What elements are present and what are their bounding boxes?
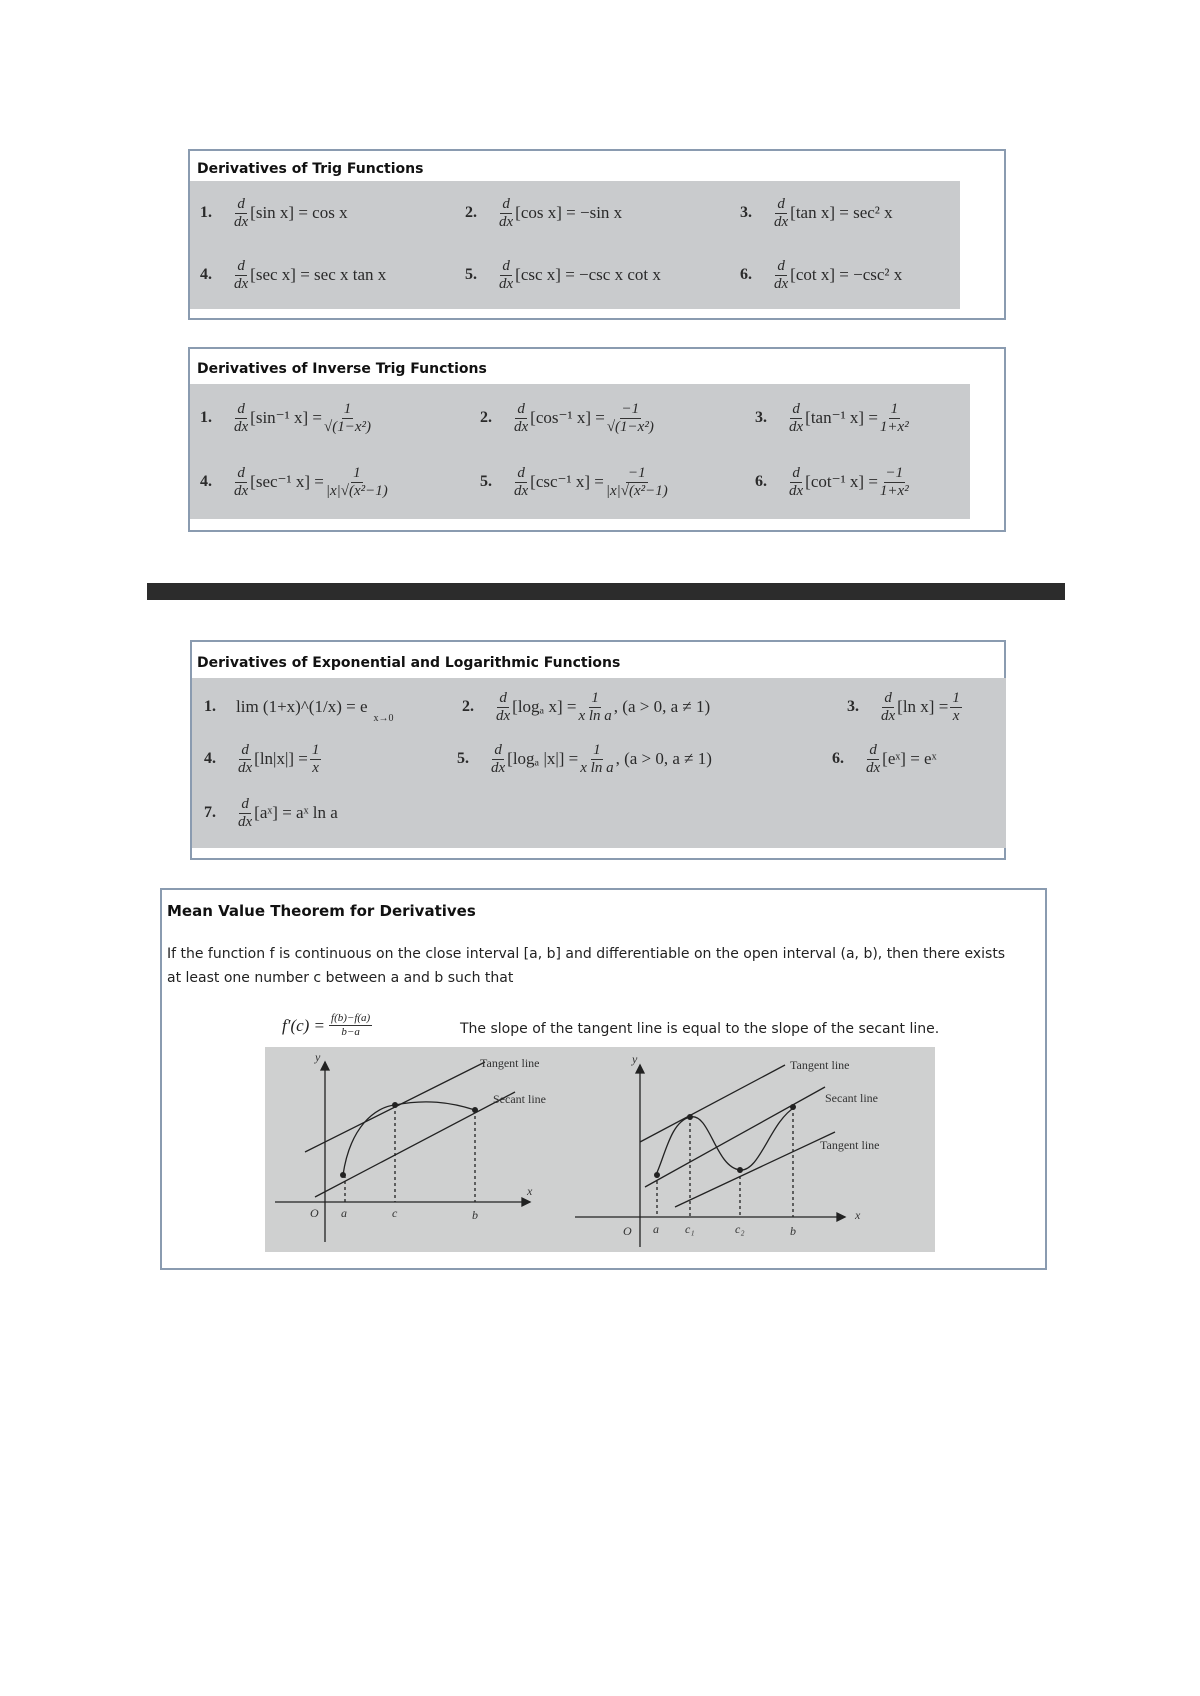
g2-a: a bbox=[653, 1222, 659, 1236]
inverse-item-3: 3. $\frac{d}{dx}$ [tan⁻¹ x] = $\frac{1}{\text{1+x²}}$ bbox=[755, 400, 909, 435]
explog-item-1: 1. lim (1+x)^(1/x) = e x→0 bbox=[204, 697, 394, 724]
g2-x: x bbox=[855, 1208, 861, 1222]
g2-o: O bbox=[623, 1224, 632, 1238]
g2-tangent-label-1: Tangent line bbox=[790, 1058, 850, 1072]
inverse-title: Derivatives of Inverse Trig Functions bbox=[197, 361, 487, 377]
g2-c2: c₂ bbox=[735, 1222, 745, 1236]
inverse-item-4: 4. $\frac{d}{dx}$ [sec⁻¹ x] = $\frac{1}{\text{|x|√(x²−1)}}$ bbox=[200, 464, 388, 499]
trig-panel bbox=[190, 181, 960, 309]
mvt-graphs bbox=[265, 1047, 935, 1252]
g2-b: b bbox=[790, 1224, 796, 1238]
trig-item-3: 3. $\frac{d}{dx}$ [tan x] = sec² x bbox=[740, 195, 893, 230]
trig-item-4: 4. $\frac{d}{dx}$ [sec x] = sec x tan x bbox=[200, 257, 387, 292]
g2-secant-label: Secant line bbox=[825, 1091, 878, 1105]
explog-item-4: 4. $\frac{d}{dx}$ [ln|x|] = $\frac{1}{x}$ bbox=[204, 741, 320, 776]
mvt-slope-text: The slope of the tangent line is equal to the slope of the secant line. bbox=[460, 1021, 940, 1037]
trig-item-6: 6. $\frac{d}{dx}$ [cot x] = −csc² x bbox=[740, 257, 903, 292]
g1-y: y bbox=[315, 1050, 321, 1064]
g2-y: y bbox=[632, 1052, 638, 1066]
g1-c: c bbox=[392, 1206, 398, 1220]
g1-a: a bbox=[341, 1206, 347, 1220]
inverse-panel bbox=[190, 384, 970, 519]
g1-secant-label: Secant line bbox=[493, 1092, 546, 1106]
mvt-text-1: If the function f is continuous on the close interval [a, b] and differentiable on the open interval (a, b), then there exists bbox=[167, 946, 1006, 962]
explog-item-6: 6. $\frac{d}{dx}$ [eˣ] = eˣ bbox=[832, 741, 937, 776]
explog-title: Derivatives of Exponential and Logarithmic Functions bbox=[197, 655, 621, 671]
g2-tangent-label-2: Tangent line bbox=[820, 1138, 880, 1152]
explog-panel bbox=[192, 678, 1006, 848]
explog-item-3: 3. $\frac{d}{dx}$ [ln x] = $\frac{1}{x}$ bbox=[847, 689, 960, 724]
mvt-graphs-svg bbox=[265, 1047, 935, 1252]
g2-c1: c₁ bbox=[685, 1222, 695, 1236]
explog-item-5: 5. $\frac{d}{dx}$ [logₐ |x|] = $\frac{1}{\text{x ln a}}$ , (a > 0, a ≠ 1) bbox=[457, 741, 712, 776]
mvt-title: Mean Value Theorem for Derivatives bbox=[167, 902, 476, 920]
g1-o: O bbox=[310, 1206, 319, 1220]
trig-box bbox=[188, 149, 1006, 320]
g1-tangent-label: Tangent line bbox=[480, 1056, 540, 1070]
mvt-formula: f′(c) = $\frac{f(b)-f(a)}{b-a}$ bbox=[282, 1012, 371, 1038]
explog-item-2: 2. $\frac{d}{dx}$ [logₐ x] = $\frac{1}{\text{x ln a}}$ , (a > 0, a ≠ 1) bbox=[462, 689, 711, 724]
mvt-text-2: at least one number c between a and b such that bbox=[167, 970, 514, 986]
inverse-item-1: 1. $\frac{d}{dx}$ [sin⁻¹ x] = $\frac{1}{\text{√(1−x²)}}$ bbox=[200, 400, 371, 435]
inverse-item-5: 5. $\frac{d}{dx}$ [csc⁻¹ x] = $\frac{-1}{\text{|x|√(x²−1)}}$ bbox=[480, 464, 668, 499]
trig-item-5: 5. $\frac{d}{dx}$ [csc x] = −csc x cot x bbox=[465, 257, 661, 292]
trig-item-2: 2. $\frac{d}{dx}$ [cos x] = −sin x bbox=[465, 195, 623, 230]
inverse-box bbox=[188, 347, 1006, 532]
trig-item-1: 1. $\frac{d}{dx}$ [sin x] = cos x bbox=[200, 195, 348, 230]
g1-b: b bbox=[472, 1208, 478, 1222]
inverse-item-6: 6. $\frac{d}{dx}$ [cot⁻¹ x] = $\frac{-1}{\text{1+x²}}$ bbox=[755, 464, 909, 499]
divider-bar bbox=[147, 583, 1065, 600]
explog-item-7: 7. $\frac{d}{dx}$ [aˣ] = aˣ ln a bbox=[204, 795, 338, 830]
trig-title: Derivatives of Trig Functions bbox=[197, 161, 424, 177]
explog-box bbox=[190, 640, 1006, 860]
inverse-item-2: 2. $\frac{d}{dx}$ [cos⁻¹ x] = $\frac{-1}{\text{√(1−x²)}}$ bbox=[480, 400, 654, 435]
g1-x: x bbox=[527, 1184, 533, 1198]
